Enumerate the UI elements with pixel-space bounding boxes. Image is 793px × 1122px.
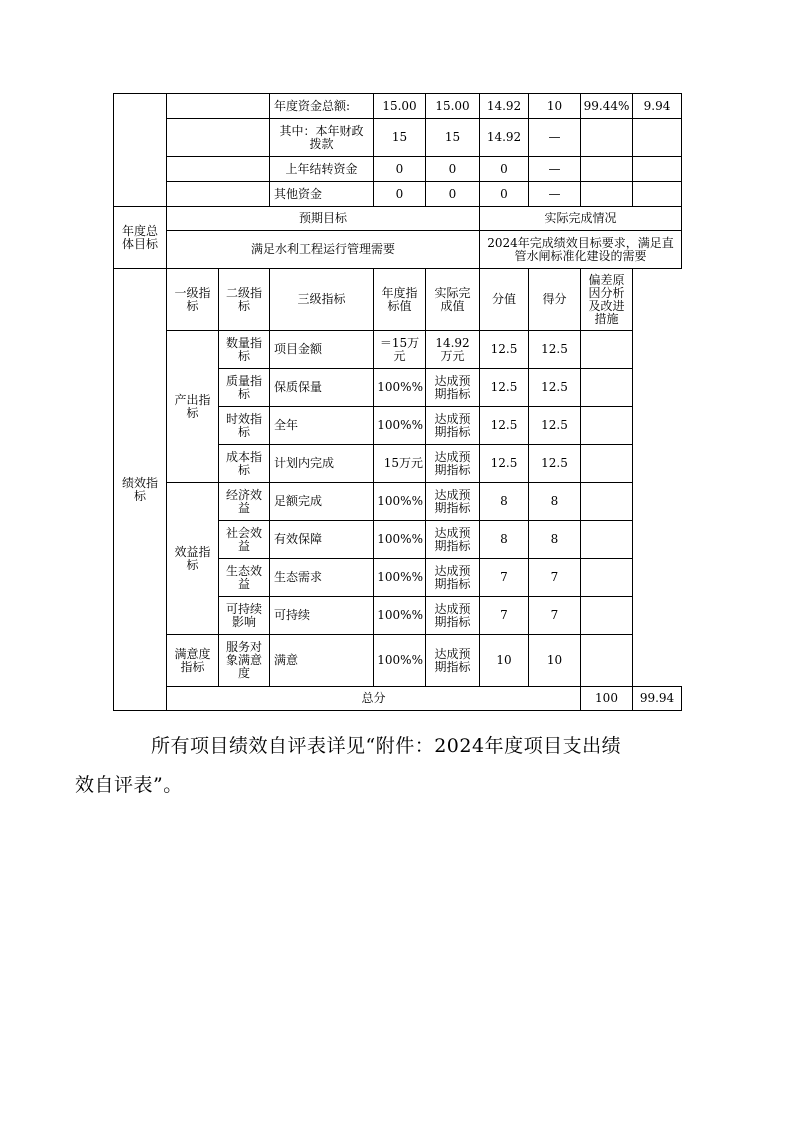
- level1-benefit: 效益指标: [167, 483, 219, 635]
- header-annual: 年度指标值: [374, 269, 426, 331]
- goals-content-row: [114, 231, 682, 269]
- annual-cell: 100%%: [374, 483, 426, 521]
- paragraph-line-1: 所有项目绩效自评表详见“附件：2024年度项目支出绩: [151, 735, 622, 757]
- funds-cell: 15: [374, 119, 426, 157]
- indicator-row: [114, 483, 682, 521]
- annual-cell: ＝15万元: [374, 331, 426, 369]
- deviation-cell: [581, 445, 633, 483]
- closing-paragraph: [75, 727, 683, 805]
- total-weight: 100: [581, 687, 633, 711]
- funds-cell: 15.00: [374, 94, 426, 119]
- deviation-cell: [581, 635, 633, 687]
- performance-label: 绩效指标: [114, 269, 167, 711]
- funds-label-cell: [114, 94, 167, 119]
- funds-row-fiscal: [114, 119, 682, 157]
- score-cell: 12.5: [529, 407, 581, 445]
- weight-cell: 8: [480, 521, 529, 559]
- funds-cell: [633, 182, 682, 207]
- header-level1: 一级指标: [167, 269, 219, 331]
- deviation-cell: [581, 369, 633, 407]
- score-cell: 7: [529, 559, 581, 597]
- funds-row-other: [114, 182, 682, 207]
- indicator-row: [114, 635, 682, 687]
- level3-cell: 生态需求: [270, 559, 374, 597]
- score-cell: 8: [529, 521, 581, 559]
- actual-cell: 达成预期指标: [426, 559, 480, 597]
- level2-cell: 可持续影响: [219, 597, 270, 635]
- funds-cell: [581, 157, 633, 182]
- goals-expected-header: 预期目标: [167, 207, 480, 231]
- level2-cell: 社会效益: [219, 521, 270, 559]
- annual-cell: 15万元: [374, 445, 426, 483]
- header-weight: 分值: [480, 269, 529, 331]
- level2-cell: 质量指标: [219, 369, 270, 407]
- level3-cell: 计划内完成: [270, 445, 374, 483]
- score-cell: 12.5: [529, 331, 581, 369]
- funds-cell: 15.00: [426, 94, 480, 119]
- level1-output: 产出指标: [167, 331, 219, 483]
- annual-cell: 100%%: [374, 597, 426, 635]
- score-cell: 8: [529, 483, 581, 521]
- annual-cell: 100%%: [374, 635, 426, 687]
- total-row: [114, 687, 682, 711]
- deviation-cell: [581, 559, 633, 597]
- annual-cell: 100%%: [374, 559, 426, 597]
- level2-cell: 数量指标: [219, 331, 270, 369]
- level2-cell: 服务对象满意度: [219, 635, 270, 687]
- weight-cell: 12.5: [480, 369, 529, 407]
- funds-row-total: [114, 94, 682, 119]
- actual-cell: 达成预期指标: [426, 407, 480, 445]
- deviation-cell: [581, 521, 633, 559]
- level3-cell: 项目金额: [270, 331, 374, 369]
- funds-cell: [633, 157, 682, 182]
- funds-row-label: 年度资金总额:: [270, 94, 374, 119]
- header-actual: 实际完成值: [426, 269, 480, 331]
- level3-cell: 满意: [270, 635, 374, 687]
- performance-header-row: [114, 269, 682, 331]
- level3-cell: 足额完成: [270, 483, 374, 521]
- funds-row-label: 上年结转资金: [270, 157, 374, 182]
- weight-cell: 10: [480, 635, 529, 687]
- level2-cell: 时效指标: [219, 407, 270, 445]
- annual-cell: 100%%: [374, 407, 426, 445]
- goals-label: 年度总体目标: [114, 207, 167, 269]
- paragraph-line-2: 效自评表”。: [75, 774, 183, 796]
- level1-satisfaction: 满意度指标: [167, 635, 219, 687]
- funds-cell: [581, 119, 633, 157]
- funds-cell: 0: [480, 182, 529, 207]
- total-score: 99.94: [633, 687, 682, 711]
- total-label: 总分: [167, 687, 581, 711]
- goals-actual-text: 2024年完成绩效目标要求，满足直管水闸标准化建设的需要: [480, 231, 682, 269]
- deviation-cell: [581, 407, 633, 445]
- funds-cell: [633, 119, 682, 157]
- funds-cell: 0: [426, 182, 480, 207]
- funds-cell: —: [529, 182, 581, 207]
- funds-cell: —: [529, 157, 581, 182]
- actual-cell: 达成预期指标: [426, 445, 480, 483]
- header-score: 得分: [529, 269, 581, 331]
- actual-cell: 14.92万元: [426, 331, 480, 369]
- funds-cell: 99.44%: [581, 94, 633, 119]
- funds-cell: 0: [480, 157, 529, 182]
- header-level2: 二级指标: [219, 269, 270, 331]
- funds-row-label: 其中：本年财政拨款: [270, 119, 374, 157]
- weight-cell: 12.5: [480, 407, 529, 445]
- level3-cell: 保质保量: [270, 369, 374, 407]
- level3-cell: 可持续: [270, 597, 374, 635]
- deviation-cell: [581, 483, 633, 521]
- funds-cell: 0: [426, 157, 480, 182]
- funds-row-carryover: [114, 157, 682, 182]
- funds-cell: 14.92: [480, 119, 529, 157]
- funds-cell: 0: [374, 157, 426, 182]
- goals-expected-text: 满足水利工程运行管理需要: [167, 231, 480, 269]
- funds-cell: 15: [426, 119, 480, 157]
- weight-cell: 7: [480, 559, 529, 597]
- header-level3: 三级指标: [270, 269, 374, 331]
- funds-cell: 9.94: [633, 94, 682, 119]
- level2-cell: 生态效益: [219, 559, 270, 597]
- actual-cell: 达成预期指标: [426, 369, 480, 407]
- indicator-row: [114, 331, 682, 369]
- score-cell: 12.5: [529, 369, 581, 407]
- level2-cell: 经济效益: [219, 483, 270, 521]
- header-deviation: 偏差原因分析及改进措施: [581, 269, 633, 331]
- annual-cell: 100%%: [374, 369, 426, 407]
- weight-cell: 8: [480, 483, 529, 521]
- actual-cell: 达成预期指标: [426, 483, 480, 521]
- level3-cell: 全年: [270, 407, 374, 445]
- level2-cell: 成本指标: [219, 445, 270, 483]
- funds-cell: [581, 182, 633, 207]
- funds-cell: 0: [374, 182, 426, 207]
- weight-cell: 12.5: [480, 331, 529, 369]
- goals-header-row: [114, 207, 682, 231]
- goals-actual-header: 实际完成情况: [480, 207, 682, 231]
- deviation-cell: [581, 331, 633, 369]
- funds-row-label: 其他资金: [270, 182, 374, 207]
- score-cell: 12.5: [529, 445, 581, 483]
- level3-cell: 有效保障: [270, 521, 374, 559]
- deviation-cell: [581, 597, 633, 635]
- weight-cell: 12.5: [480, 445, 529, 483]
- funds-cell: 14.92: [480, 94, 529, 119]
- funds-blank-cell: [167, 94, 270, 119]
- actual-cell: 达成预期指标: [426, 635, 480, 687]
- funds-cell: 10: [529, 94, 581, 119]
- annual-cell: 100%%: [374, 521, 426, 559]
- actual-cell: 达成预期指标: [426, 521, 480, 559]
- weight-cell: 7: [480, 597, 529, 635]
- score-cell: 10: [529, 635, 581, 687]
- score-cell: 7: [529, 597, 581, 635]
- self-evaluation-table: [113, 93, 682, 711]
- funds-cell: —: [529, 119, 581, 157]
- actual-cell: 达成预期指标: [426, 597, 480, 635]
